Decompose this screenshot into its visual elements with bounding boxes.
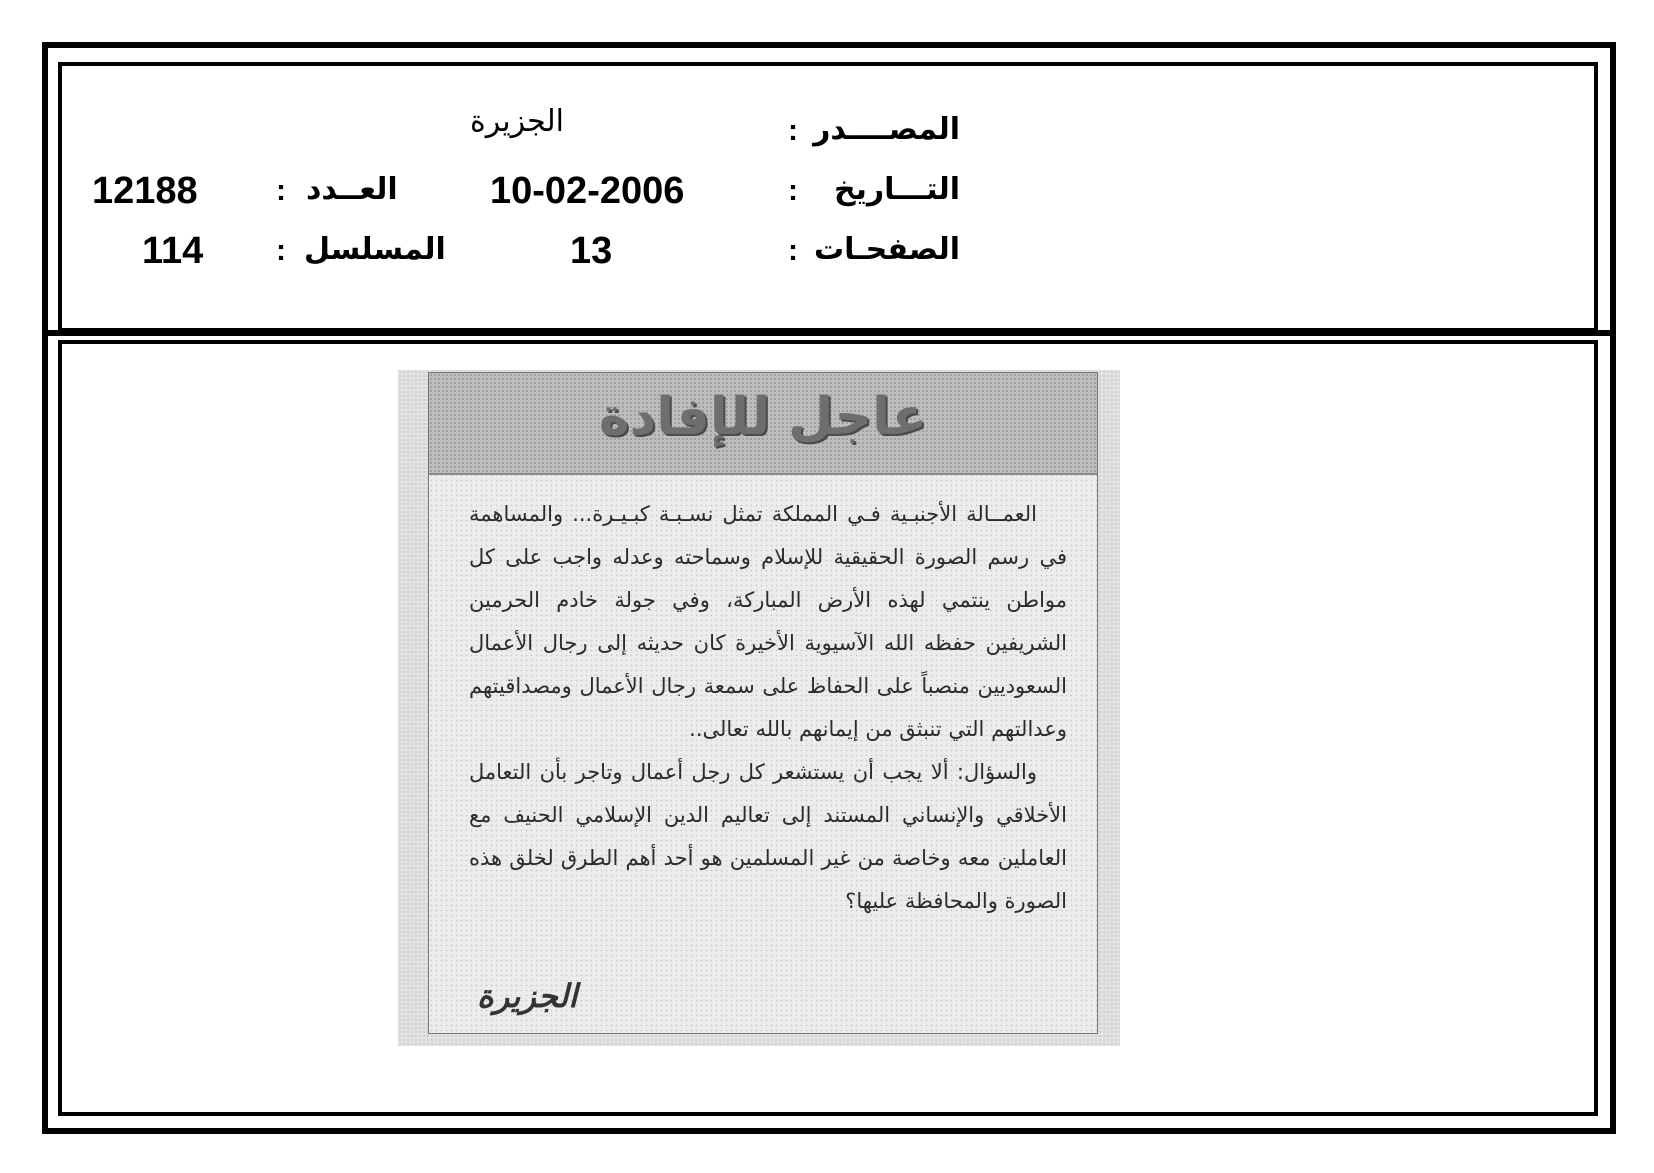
header-divider bbox=[42, 330, 1616, 336]
clipping-paragraph: العمــالة الأجنبـية فـي المملكة تمثل نسـبـة كبـيـرة... والمساهمة في رسم الصورة الحقيقية للإسلام وسماحته وعدله واجب على كل مواطن ينتمي لهذه الأرض المباركة، وفي جولة خادم الحرمين الشريفين حفظه الله الآسيوية الأخيرة كان حديثه إلى رجال الأعمال السعوديين منصباً على الحفاظ على سمعة رجال الأعمال ومصداقيتهم وعدالتهم التي تنبثق من إيمانهم بالله تعالى.. bbox=[469, 502, 1067, 741]
source-label: المصــــدر bbox=[813, 112, 960, 147]
source-colon: : bbox=[788, 114, 798, 147]
issue-colon: : bbox=[276, 174, 286, 207]
date-colon: : bbox=[788, 174, 798, 207]
header-box bbox=[58, 62, 1598, 332]
clipping-title: عاجل للإفادة bbox=[598, 387, 928, 447]
clipping-body bbox=[469, 493, 1067, 923]
pages-colon: : bbox=[788, 234, 798, 267]
issue-label: العــدد bbox=[306, 172, 398, 207]
pages-value: 13 bbox=[570, 230, 613, 272]
clipping-title-band bbox=[429, 373, 1097, 475]
issue-value: 12188 bbox=[92, 170, 198, 212]
serial-colon: : bbox=[276, 234, 286, 267]
serial-value: 114 bbox=[142, 230, 204, 272]
clipping-panel bbox=[428, 372, 1098, 1034]
newspaper-signature: الجزيرة bbox=[477, 977, 578, 1015]
date-label: التـــاريخ bbox=[834, 172, 960, 207]
clipping-paragraph: والسؤال: ألا يجب أن يستشعر كل رجل أعمال وتاجر بأن التعامل الأخلاقي والإنساني المستند إلى تعاليم الدين الإسلامي الحنيف مع العاملين معه وخاصة من غير المسلمين هو أحد أهم الطرق لخلق هذه الصورة والمحافظة عليها؟ bbox=[469, 760, 1067, 913]
date-value: 10-02-2006 bbox=[490, 170, 685, 212]
pages-label: الصفحـات bbox=[814, 232, 960, 267]
source-value: الجزيرة bbox=[470, 104, 565, 139]
newspaper-clipping bbox=[398, 370, 1120, 1046]
serial-label: المسلسل bbox=[304, 232, 446, 267]
